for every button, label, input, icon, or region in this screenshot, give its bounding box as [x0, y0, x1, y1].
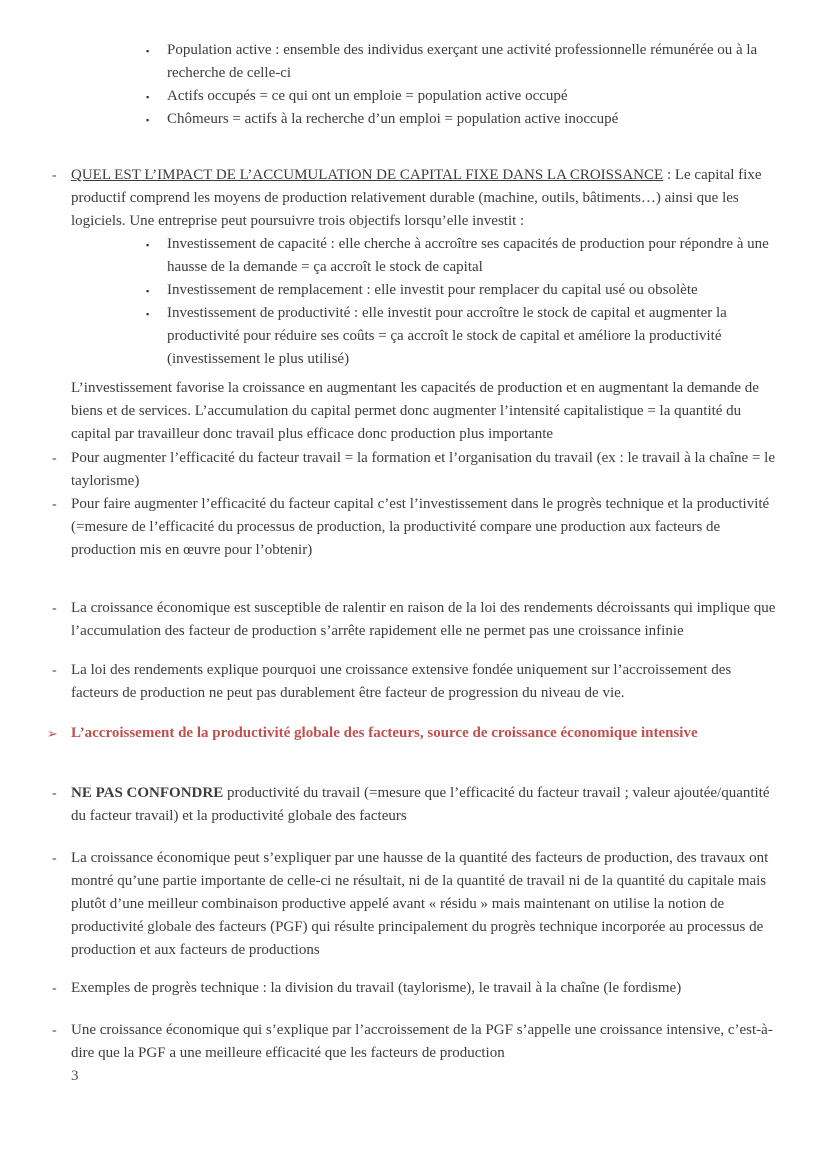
underlined-question-title: QUEL EST L’IMPACT DE L’ACCUMULATION DE CAPITAL FIXE DANS LA CROISSANCE	[71, 167, 664, 183]
bold-warning-text: NE PAS CONFONDRE	[71, 785, 224, 801]
list-item-croissance-intensive	[0, 1019, 828, 1065]
square-bullet-icon: ▪	[146, 115, 150, 125]
list-item-text: Exemples de progrès technique : la division du travail (taylorisme), le travail à la chaîne (le fordisme)	[71, 980, 682, 996]
dash-bullet-icon: -	[52, 451, 57, 466]
definitions-list	[0, 39, 828, 131]
section-heading-pgf	[0, 722, 828, 745]
dash-bullet-icon: -	[52, 1023, 57, 1038]
list-item	[0, 279, 828, 302]
square-bullet-icon: ▪	[146, 46, 150, 56]
investment-types-list	[0, 233, 828, 371]
dash-bullet-icon: -	[52, 663, 57, 678]
dash-bullet-icon: -	[52, 851, 57, 866]
dash-bullet-icon: -	[52, 981, 57, 996]
list-item-text: La croissance économique est susceptible de ralentir en raison de la loi des rendements décroissants qui implique que l’accumulation des facteur de production s’arrête rapidement elle ne permet pas une croissance infinie	[71, 600, 776, 639]
list-item	[0, 493, 828, 562]
investment-growth-paragraph: L’investissement favorise la croissance en augmentant les capacités de production et en augmentant la demande de biens et de services. L’accumulation du capital permet donc augmenter l’intensité capitalistique = la quantité du capital par travailleur donc travail plus efficace donc production plus importante	[71, 380, 759, 442]
arrow-bullet-icon: ➢	[47, 726, 58, 741]
list-item-text	[71, 785, 770, 824]
page-number: 3	[71, 1068, 79, 1084]
list-item	[0, 108, 828, 131]
list-item-text: La loi des rendements explique pourquoi une croissance extensive fondée uniquement sur l’accroissement des facteurs de production ne peut pas durablement être facteur de progression du niveau de vie.	[71, 662, 732, 701]
list-item-text: Pour augmenter l’efficacité du facteur travail = la formation et l’organisation du travail (ex : le travail à la chaîne = le taylorisme)	[71, 450, 775, 489]
list-item-pgf-explication	[0, 847, 828, 962]
list-item-exemples-progres	[0, 977, 828, 1000]
list-item-ne-pas-confondre	[0, 782, 828, 828]
section-heading-text: L’accroissement de la productivité globale des facteurs, source de croissance économique intensive	[71, 725, 698, 741]
list-item	[0, 447, 828, 493]
dash-bullet-icon: -	[52, 786, 57, 801]
list-item	[0, 302, 828, 371]
list-item-impact-capital-fixe	[0, 164, 828, 233]
dash-bullet-icon: -	[52, 601, 57, 616]
list-item-text: Investissement de capacité : elle cherche à accroître ses capacités de production pour répondre à une hausse de la demande = ça accroît le stock de capital	[167, 236, 769, 275]
list-item-text: Investissement de productivité : elle investit pour accroître le stock de capital et augmenter la productivité pour réduire ses coûts = ça accroît le stock de capital et améliore la productivité (investissement le plus utilisé)	[167, 305, 727, 367]
list-item-text: Pour faire augmenter l’efficacité du facteur capital c’est l’investissement dans le progrès technique et la productivité (=mesure de l’efficacité du processus de production, la productivité compare une production aux facteurs de production mis en œuvre pour l’obtenir)	[71, 496, 770, 558]
list-item-text	[71, 167, 761, 229]
list-item-text: Actifs occupés = ce qui ont un emploie = population active occupé	[167, 88, 568, 104]
dash-bullet-icon: -	[52, 168, 57, 183]
efficiency-list	[0, 447, 828, 562]
warning-body-text: productivité du travail (=mesure que l’efficacité du facteur travail ; valeur ajoutée/quantité du facteur travail) et la productivité globale des facteurs	[71, 785, 770, 824]
list-item-loi-rendements	[0, 659, 828, 705]
square-bullet-icon: ▪	[146, 309, 150, 319]
dash-bullet-icon: -	[52, 497, 57, 512]
list-item-text: Chômeurs = actifs à la recherche d’un emploi = population active inoccupé	[167, 111, 619, 127]
square-bullet-icon: ▪	[146, 286, 150, 296]
question-body-text: : Le capital fixe productif comprend les moyens de production relativement durable (machine, outils, bâtiments…) ainsi que les logiciels. Une entreprise peut poursuivre trois objectifs lorsqu’elle investit :	[71, 167, 762, 229]
square-bullet-icon: ▪	[146, 240, 150, 250]
list-item-text: Population active : ensemble des individus exerçant une activité professionnelle rémunérée ou à la recherche de celle-ci	[167, 42, 758, 81]
list-item-rendements-decroissants	[0, 597, 828, 643]
list-item-text: Une croissance économique qui s’explique par l’accroissement de la PGF s’appelle une croissance intensive, c’est-à-dire que la PGF a une meilleure efficacité que les facteurs de production	[71, 1022, 773, 1061]
list-item-text: La croissance économique peut s’expliquer par une hausse de la quantité des facteurs de production, des travaux ont montré qu’une partie importante de celle-ci ne résultait, ni de la quantité de travail ni de la quantité du capitale mais plutôt d’une meilleur combinaison productive appelé avant « résidu » mais maintenant on utilise la notion de productivité globale des facteurs (PGF) qui résulte principalement du progrès technique incorporée au processus de production et aux facteurs de productions	[71, 850, 769, 958]
list-item-text: Investissement de remplacement : elle investit pour remplacer du capital usé ou obsolète	[167, 282, 698, 298]
list-item	[0, 233, 828, 279]
square-bullet-icon: ▪	[146, 92, 150, 102]
list-item	[0, 39, 828, 85]
list-item	[0, 85, 828, 108]
